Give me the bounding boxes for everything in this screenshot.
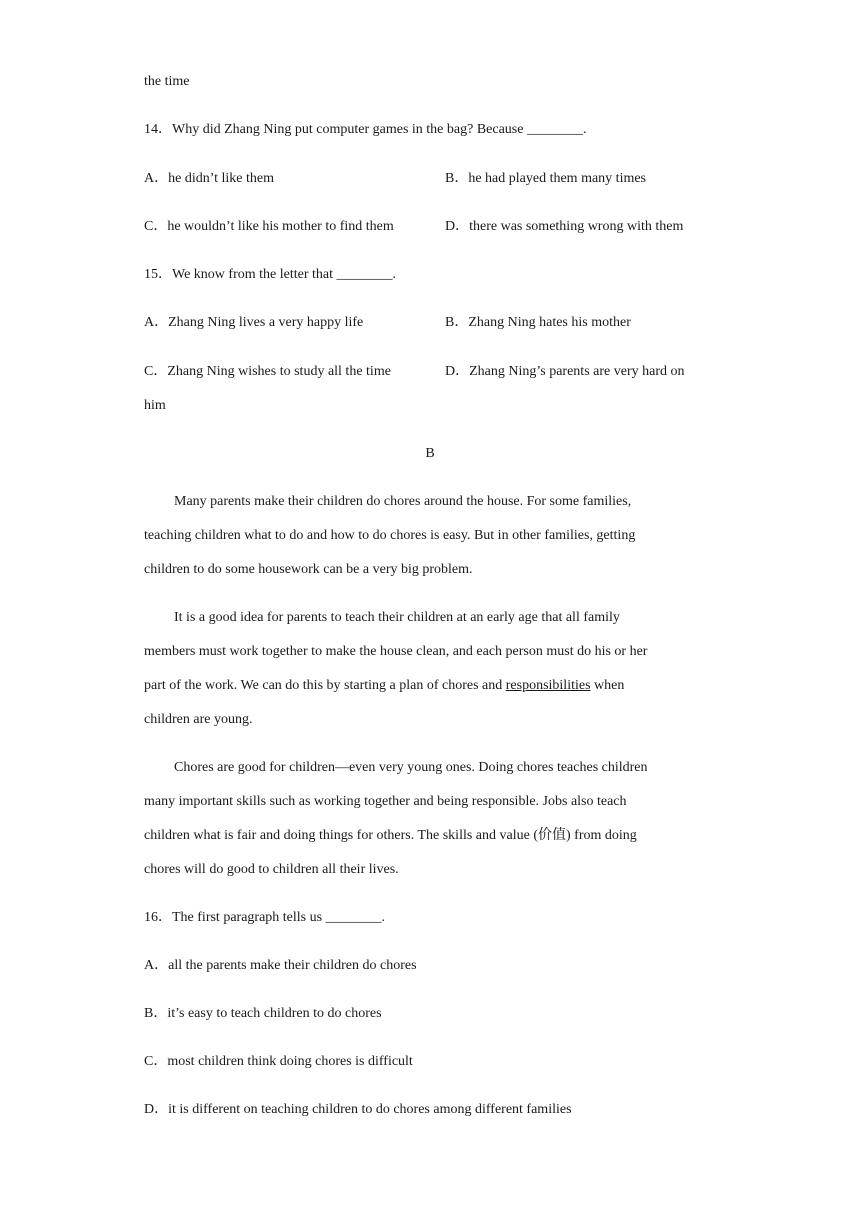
passage-paragraph-2-line-4: children are young. (144, 712, 253, 727)
question-15-option-a: A．Zhang Ning lives a very happy life (144, 315, 364, 330)
question-14-option-c: C．he wouldn’t like his mother to find them (144, 219, 394, 234)
passage-paragraph-2-line-3 (144, 677, 624, 695)
question-16-stem: 16．The first paragraph tells us ________. (144, 910, 386, 925)
passage-paragraph-1-line-3: children to do some housework can be a very big problem. (144, 562, 473, 577)
previous-option-continuation: the time (144, 74, 190, 89)
question-15-option-c: C．Zhang Ning wishes to study all the time (144, 364, 391, 379)
passage-paragraph-3-line-3: children what is fair and doing things for others. The skills and value (价值) from doing (144, 828, 637, 843)
underlined-word: responsibilities (505, 678, 591, 693)
passage-text-segment: when (590, 678, 625, 693)
question-15-option-b: B．Zhang Ning hates his mother (445, 315, 631, 330)
question-16-option-d: D．it is different on teaching children to do chores among different families (144, 1102, 572, 1117)
question-15-option-d-continuation: him (144, 398, 166, 413)
question-15-option-d: D．Zhang Ning’s parents are very hard on (445, 364, 685, 379)
question-14-option-a: A．he didn’t like them (144, 171, 274, 186)
passage-paragraph-3-line-1: Chores are good for children—even very young ones. Doing chores teaches children (174, 760, 648, 775)
question-14-option-d: D．there was something wrong with them (445, 219, 684, 234)
question-16-option-a: A．all the parents make their children do chores (144, 958, 417, 973)
question-16-option-b: B．it’s easy to teach children to do chores (144, 1006, 382, 1021)
section-heading: B (425, 446, 435, 461)
question-14-stem: 14．Why did Zhang Ning put computer games in the bag? Because ________. (144, 122, 587, 137)
passage-paragraph-2-line-2: members must work together to make the house clean, and each person must do his or her (144, 644, 648, 659)
question-15-stem: 15．We know from the letter that ________. (144, 267, 396, 282)
passage-paragraph-2-line-1: It is a good idea for parents to teach their children at an early age that all family (174, 610, 620, 625)
passage-paragraph-1-line-2: teaching children what to do and how to do chores is easy. But in other families, getting (144, 528, 636, 543)
question-14-option-b: B．he had played them many times (445, 171, 647, 186)
passage-paragraph-1-line-1: Many parents make their children do chores around the house. For some families, (174, 494, 632, 509)
passage-paragraph-3-line-2: many important skills such as working together and being responsible. Jobs also teach (144, 794, 627, 809)
question-16-option-c: C．most children think doing chores is difficult (144, 1054, 413, 1069)
passage-paragraph-3-line-4: chores will do good to children all their lives. (144, 862, 399, 877)
passage-text-segment: part of the work. We can do this by starting a plan of chores and (144, 678, 506, 693)
